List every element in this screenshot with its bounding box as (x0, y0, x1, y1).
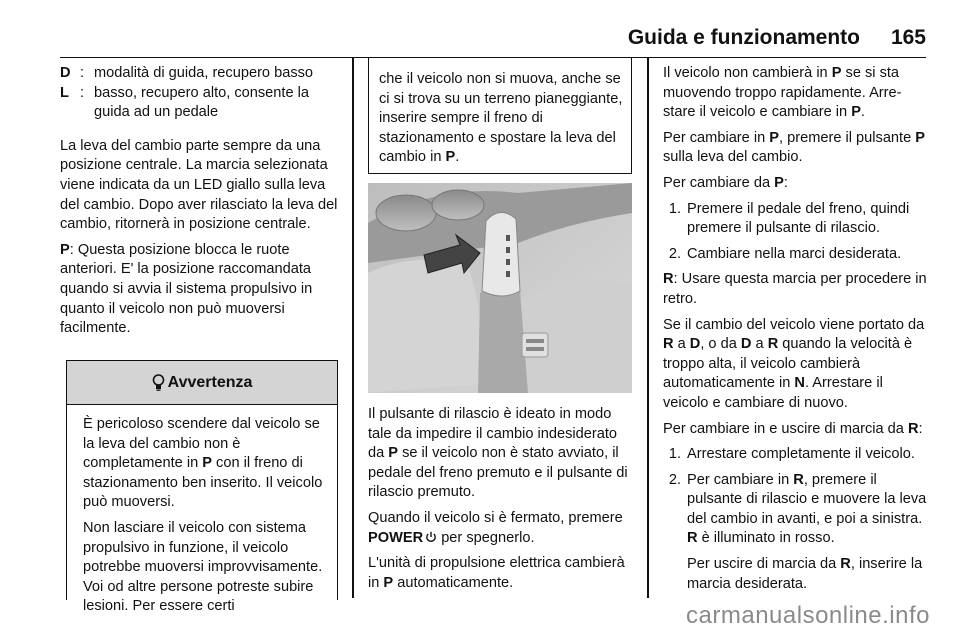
steps-reverse (663, 445, 929, 594)
warning-continuation-box (368, 58, 632, 174)
text-run: Per uscire di marcia da (687, 556, 841, 573)
step-text: Cambiare nella marci desiderata. (687, 245, 902, 262)
step-item (663, 471, 929, 595)
gear-letter: P (383, 574, 394, 591)
paragraph-lever-position: La leva del cambio parte sempre da una posizione centrale. La marcia selezionata viene indicata da un LED giallo sulla leva del cambio. Dopo aver rilasciato la leva del cambio, ritornerà in posizione centrale. (60, 137, 338, 233)
text-run: se si sta muovendo troppo rapidamente. Arrestare il veicolo e cambiare in (663, 65, 902, 121)
text-run: , premere il pulsante di rilascio e muovere la leva del cambio in avanti, e poi a sinistra. (687, 471, 927, 527)
warning-paragraph: Non lasciare il veicolo con sistema propulsivo in funzione, il veicolo potrebbe muoversi improvvisamente. Voi od altre persone potreste subire lesioni. Per essere certi (83, 519, 323, 615)
text-run: a (751, 336, 768, 353)
text-run: è illuminato in rosso. (697, 530, 835, 547)
gear-letter: P (915, 129, 926, 146)
text-run: sulla leva del cambio. (663, 149, 803, 166)
paragraph-auto-park (368, 554, 634, 593)
middle-column (368, 405, 634, 599)
text-run: , o da (700, 336, 741, 353)
warning-bulb-icon (152, 374, 165, 391)
text-run: quando la velocità è troppo alta, il veicolo cambierà automaticamente in (663, 336, 913, 392)
paragraph-no-park-moving (663, 64, 929, 123)
text-run: Se il cambio del veicolo viene portato da (663, 316, 925, 333)
text-run: , premere il pulsante (779, 129, 916, 146)
text-run: È pericoloso scendere dal veicolo se la leva del cambio non è completamente in (83, 416, 320, 472)
column-divider-right (647, 58, 649, 598)
paragraph-speed-neutral (663, 316, 929, 414)
warning-header (67, 361, 337, 405)
paragraph-power-off (368, 509, 634, 548)
text-run: che il veicolo non si muova, anche se ci si trova su un terreno pianeggiante, inserire sempre il freno di stazionamento e spostare la leva del cambio in (379, 71, 623, 166)
warning-title: Avvertenza (167, 373, 253, 391)
paragraph-reverse (663, 270, 929, 309)
column-divider-left (352, 58, 354, 598)
gear-letter: R (663, 336, 674, 353)
step-item (663, 200, 929, 239)
gear-letter: R (663, 271, 674, 288)
gear-letter: D (740, 336, 752, 353)
text-run: : (783, 174, 788, 191)
text-run: . (860, 104, 865, 121)
warning-box (66, 360, 338, 615)
text-run: Il pulsante di rilascio è ideato in modo tale da impedire il cambio indesiderato da (368, 406, 618, 462)
text-run: Per cambiare in (687, 471, 794, 488)
text-run: a (673, 336, 690, 353)
text-run: per spegnerlo. (437, 529, 535, 546)
page-header (60, 14, 926, 58)
step-item (663, 445, 929, 465)
right-column (663, 64, 929, 600)
text-run: . Arrestare il veicolo e cambiare di nuovo. (663, 375, 883, 411)
warning-paragraph (83, 415, 327, 513)
definition-value: basso, recupero alto, consente la guida ad un pedale (94, 84, 309, 121)
definition-row (60, 84, 340, 123)
text-run: : (918, 420, 923, 437)
definition-key: D (60, 65, 71, 81)
text-run: Per cambiare da (663, 174, 775, 191)
gear-letter: R (767, 336, 779, 353)
step-number: 1. (668, 200, 681, 217)
power-icon (425, 531, 437, 543)
text-run: automaticamente. (393, 574, 514, 591)
step-subtext (687, 555, 929, 594)
gear-definition-list (60, 64, 340, 123)
definition-value: modalità di guida, recupero basso (94, 65, 314, 81)
gear-letter: P (769, 129, 779, 146)
step-number: 1. (668, 446, 681, 463)
warning-body (67, 405, 337, 617)
paragraph-text: : Questa posizione blocca le ruote anteriori. E' la posizione raccomandata quando si avvia il sistema propulsivo in quanto il veicolo non può muoversi facilmente. (60, 241, 313, 337)
definition-colon: : (80, 84, 85, 101)
gear-letter: P (774, 174, 784, 191)
gear-letter: P (831, 65, 842, 81)
paragraph-shift-to-park (663, 129, 929, 168)
step-text: Premere il pedale del freno, quindi premere il pulsante di rilascio. (687, 200, 910, 237)
page-title: Guida e funzionamento (627, 26, 860, 49)
gear-letter: R (793, 471, 804, 488)
text-run: Quando il veicolo si è fermato, premere (368, 509, 623, 526)
text-run: . (455, 149, 460, 166)
page-number: 165 (890, 26, 926, 49)
step-number: 2. (668, 245, 681, 262)
gear-letter: R (687, 530, 698, 547)
gear-letter: P (202, 455, 212, 472)
text-run: Il veicolo non cambierà in (663, 65, 832, 81)
text-run: se il veicolo non è stato avviato, il pedale del freno premuto e il pulsante di rilascio premuto. (368, 445, 628, 501)
text-run: con il freno di stazionamento ben inserito. Il veicolo può muoversi. (83, 455, 323, 511)
text-run: Per cambiare in (663, 129, 770, 146)
step-number: 2. (668, 471, 681, 488)
gear-letter: N (794, 375, 805, 392)
paragraph-shift-from-park (663, 174, 929, 194)
gear-lever-illustration (368, 183, 632, 393)
definition-key: L (60, 84, 69, 101)
step-text (687, 471, 929, 595)
gear-letter: D (689, 336, 701, 353)
watermark: carmanualsonline.info (686, 602, 930, 629)
text-run: : Usare questa marcia per procedere in retro. (663, 271, 927, 307)
gear-lever-drawing (368, 183, 632, 393)
power-label: POWER (368, 529, 424, 546)
gear-letter: P (445, 149, 456, 166)
gear-letter: P (60, 241, 70, 258)
gear-letter: R (840, 556, 851, 573)
paragraph-park (60, 241, 340, 339)
text-run: Per cambiare in e uscire di marcia da (663, 420, 908, 437)
step-item (663, 245, 929, 265)
gear-letter: P (388, 445, 399, 462)
definition-row (60, 64, 340, 84)
gear-letter: R (907, 420, 919, 437)
gear-letter: P (851, 104, 861, 121)
paragraph-reverse-in-out (663, 420, 929, 440)
left-column (60, 64, 340, 345)
step-text: Arrestare completamente il veicolo. (687, 446, 915, 463)
definition-colon: : (80, 65, 85, 81)
paragraph-release-button (368, 405, 634, 503)
text-run: , inserire la marcia desiderata. (687, 556, 923, 592)
steps-shift-from-park (663, 200, 929, 265)
text-run: L'unità di propulsione elettrica cambierà in (368, 555, 625, 591)
